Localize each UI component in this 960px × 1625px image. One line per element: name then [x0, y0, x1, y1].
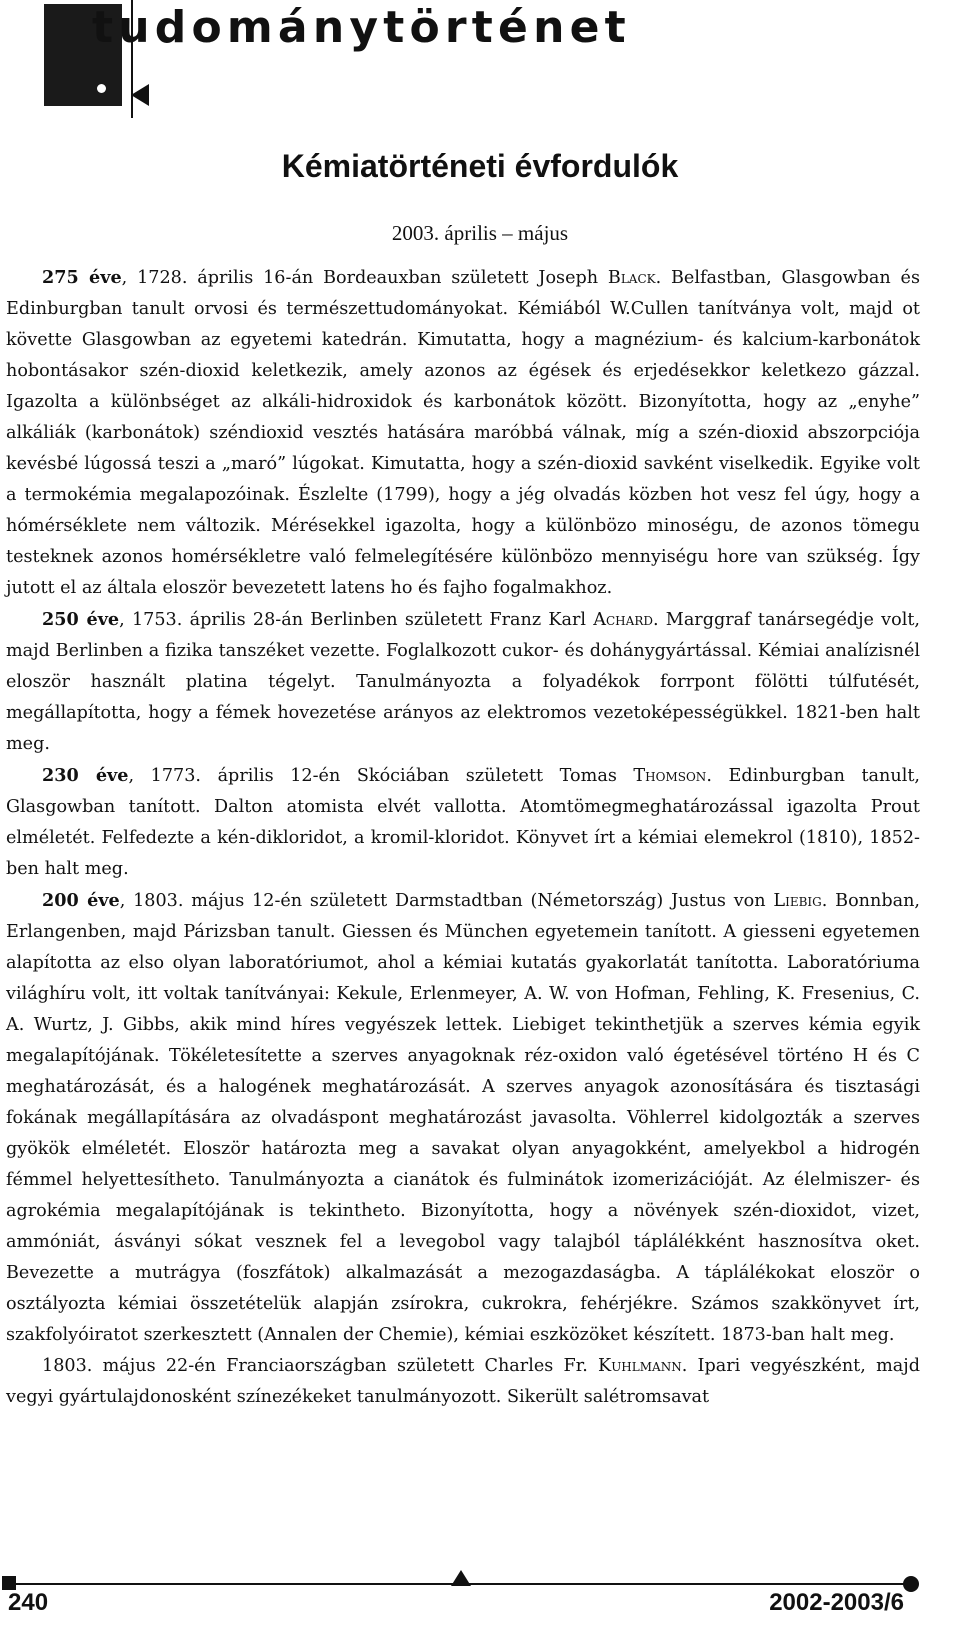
header-dot — [97, 84, 106, 93]
section-title: tudománytörténet — [92, 2, 631, 53]
paragraph-liebig: 200 éve, 1803. május 12-én született Darmstadtban (Németország) Justus von Liebig. Bonnban, Erlangenben, majd Párizsban tanult. Giessen és München egyetemein tanított. A giesseni egyetemen alapította az elso olyan laboratóriumot, ahol a kémiai kutatás gyakorlatát tanította. Laboratóriuma világhíru volt, itt voltak tanítványai: Kekule, Erlenmeyer, A. W. von Hofman, Fehling, K. Fresenius, C. A. Wurtz, J. Gibbs, akik mind híres vegyészek lettek. Liebiget tekinthetjük a szerves kémia egyik megalapítójának. Tökéletesítette a szerves anyagoknak réz-oxidon való égetésével történo H és C meghatározását, és a halogének meghatározását. A szerves anyagok azonosítására és tisztasági fokának megállapítására az olvadáspont meghatározást javasolta. Vöhlerrel kidolgozták a szerves gyökök elméletét. Eloször határozta meg a savakat olyan anyagokként, amelyekbol a hidrogén fémmel helyettesítheto. Tanulmányozta a cianátok és fulminátok izomerizációját. Az élelmiszer- és agrokémia megalapítójának is tekintheto. Bizonyította, hogy a növények szén-dioxidot, vizet, ammóniát, ásványi sókat vesznek fel a levegobol vagy talajból táplálékként hasznosítva oket. Bevezette a mutrágya (foszfátok) alkalmazását a mezogazdaságba. A táplálékokat eloször o osztályozta kémiai összetételük alapján zsírokra, cukrokra, fehérjékre. Számos szakkönyvet írt, szakfolyóiratot szerkesztett (Annalen der Chemie), kémiai eszközöket készített. 1873-ban halt meg. — [6, 890, 921, 1345]
paragraph-black: 275 éve, 1728. április 16-án Bordeauxban született Joseph Black. Belfastban, Glasgowban és Edinburgban tanult orvosi és természettudományokat. Kémiából W.Cullen tanítványa volt, majd ot követte Glasgowban az egyetemi katedrán. Kimutatta, hogy a magnézium- és kalcium-karbonátok hobontásakor szén-dioxid keletkezik, amely azonos az égések és erjedésekkor keletkezo gázzal. Igazolta a különbséget az alkáli-hidroxidok és karbonátok között. Bizonyította, hogy az „enyhe” alkáliák (karbonátok) széndioxid vesztés hatására maróbbá válnak, míg a szén-dioxid abszorpciója kevésbé lúgossá teszi a „maró” lúgokat. Kimutatta, hogy a szén-dioxid savként viselkedik. Egyike volt a termokémia megalapozóinak. Észlelte (1799), hogy a jég olvadás közben hot vesz fel úgy, hogy a hómérséklete nem változik. Mérésekkel igazolta, hogy a különbözo minoségu, de azonos tömegu testeknek azonos homérsékletre való felmelegítésére különbözo mennyiségu hore van szükség. Így jutott el az általa eloször bevezetett latens ho és fajho fogalmakhoz. — [6, 267, 920, 598]
paragraph-kuhlmann: 1803. május 22-én Franciaországban született Charles Fr. Kuhlmann. Ipari vegyészként, majd vegyi gyártulajdonosként színezékeket tanulmányozott. Sikerült salétromsavat — [6, 1356, 920, 1407]
footer-triangle-icon — [451, 1570, 471, 1586]
issue-number: 2002-2003/6 — [769, 1589, 904, 1616]
anniversary-lead: 275 éve — [42, 267, 122, 288]
header-triangle-icon — [131, 84, 149, 106]
page-number: 240 — [8, 1589, 49, 1616]
person-name: homson — [645, 766, 707, 786]
anniversary-lead: 230 éve — [42, 765, 129, 786]
paragraph-thomson: 230 éve, 1773. április 12-én Skóciában született Tomas Thomson. Edinburgban tanult, Glasgowban tanított. Dalton atomista elvét vallotta. Atomtömegmeghatározással igazolta Prout elméletét. Felfedezte a kén-dikloridot, a kromil-kloridot. Könyvet írt a kémiai elemekrol (1810), 1852-ben halt meg. — [6, 765, 920, 879]
person-name: lack — [620, 268, 656, 288]
article-date-range: 2003. április – május — [391, 221, 569, 245]
footer-square-icon — [2, 1576, 16, 1590]
paragraph-achard: 250 éve, 1753. április 28-án Berlinben született Franz Karl Achard. Marggraf tanársegédje volt, majd Berlinben a fizika tanszéket vezette. Foglalkozott cukor- és dohánygyártással. Kémiai analízisnél eloször használt platina tégelyt. Tanulmányozta a folyadékok forrpont fölötti túlfutését, megállapította, hogy a fémek hovezetése arányos az elektromos vezetoképességükkel. 1821-ben halt meg. — [6, 609, 921, 754]
person-name: uhlmann — [611, 1356, 682, 1376]
article-body — [6, 262, 920, 1413]
person-name: chard — [606, 610, 653, 630]
person-name: iebig — [785, 891, 822, 911]
article-title: Kémiatörténeti évfordulók — [281, 148, 679, 184]
footer-circle-icon — [903, 1576, 919, 1592]
anniversary-lead: 250 éve — [42, 609, 120, 630]
anniversary-lead: 200 éve — [42, 890, 120, 911]
